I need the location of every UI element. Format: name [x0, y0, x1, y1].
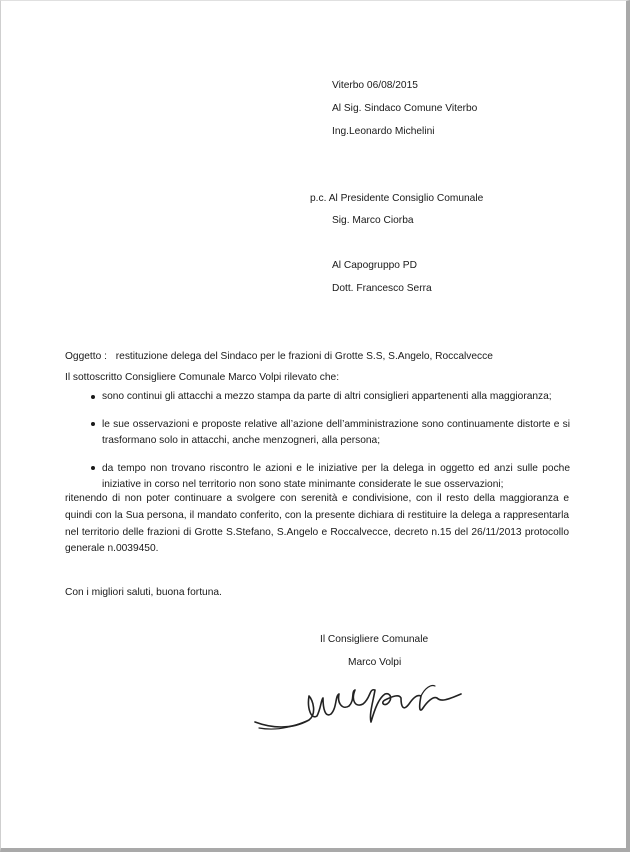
subject-label: Oggetto :: [65, 351, 107, 362]
closing-paragraph: ritenendo di non poter continuare a svolgere con serenità e condivisione, con il resto della maggioranza e quindi con la Sua persona, il mandato conferito, con la presente dichiara di restituire la delega a rappresentarla nel territorio delle frazioni di Grotte S.Stefano, S.Angelo e Roccalvecce, decreto n.15 del 26/11/2013 protocollo generale n.0039450.: [65, 493, 569, 555]
bullet-text: da tempo non trovano riscontro le azioni e le iniziative per la delega in oggetto ed anzi sulle poche iniziative in corso nel territorio non sono state minimante considerate le sue osservazioni;: [102, 462, 570, 490]
group-line-2: Dott. Francesco Serra: [332, 283, 432, 294]
bullet-text: sono continui gli attacchi a mezzo stampa da parte di altri consiglieri appartenenti alla maggioranza;: [102, 391, 552, 402]
bullet-list: [65, 389, 570, 505]
addressee-line-2: Ing.Leonardo Michelini: [332, 126, 435, 137]
signer-role: Il Consigliere Comunale: [320, 634, 429, 645]
subject-line: [65, 350, 493, 363]
addressee-line-1: Al Sig. Sindaco Comune Viterbo: [332, 103, 478, 114]
handwritten-signature-icon: [251, 678, 471, 738]
bullet-text: le sue osservazioni e proposte relative all’azione dell’amministrazione sono continuamente distorte e si trasformano solo in attacchi, anche menzogneri, alla persona;: [102, 418, 570, 446]
greeting-line: Con i migliori saluti, buona fortuna.: [65, 587, 222, 598]
list-item: [65, 417, 570, 450]
bullet-icon: [91, 422, 95, 426]
list-item: [65, 461, 570, 494]
pc-line-1: p.c. Al Presidente Consiglio Comunale: [310, 193, 484, 204]
signer-name: Marco Volpi: [348, 657, 402, 668]
intro-line: Il sottoscritto Consigliere Comunale Marco Volpi rilevato che:: [65, 372, 340, 383]
group-line-1: Al Capogruppo PD: [332, 260, 417, 271]
list-item: [65, 389, 570, 406]
bullet-icon: [91, 395, 95, 399]
pc-line-2: Sig. Marco Ciorba: [332, 215, 414, 226]
bullet-icon: [91, 466, 95, 470]
subject-text: restituzione delega del Sindaco per le frazioni di Grotte S.S, S.Angelo, Roccalvecce: [115, 351, 493, 362]
date-line: Viterbo 06/08/2015: [332, 80, 418, 91]
